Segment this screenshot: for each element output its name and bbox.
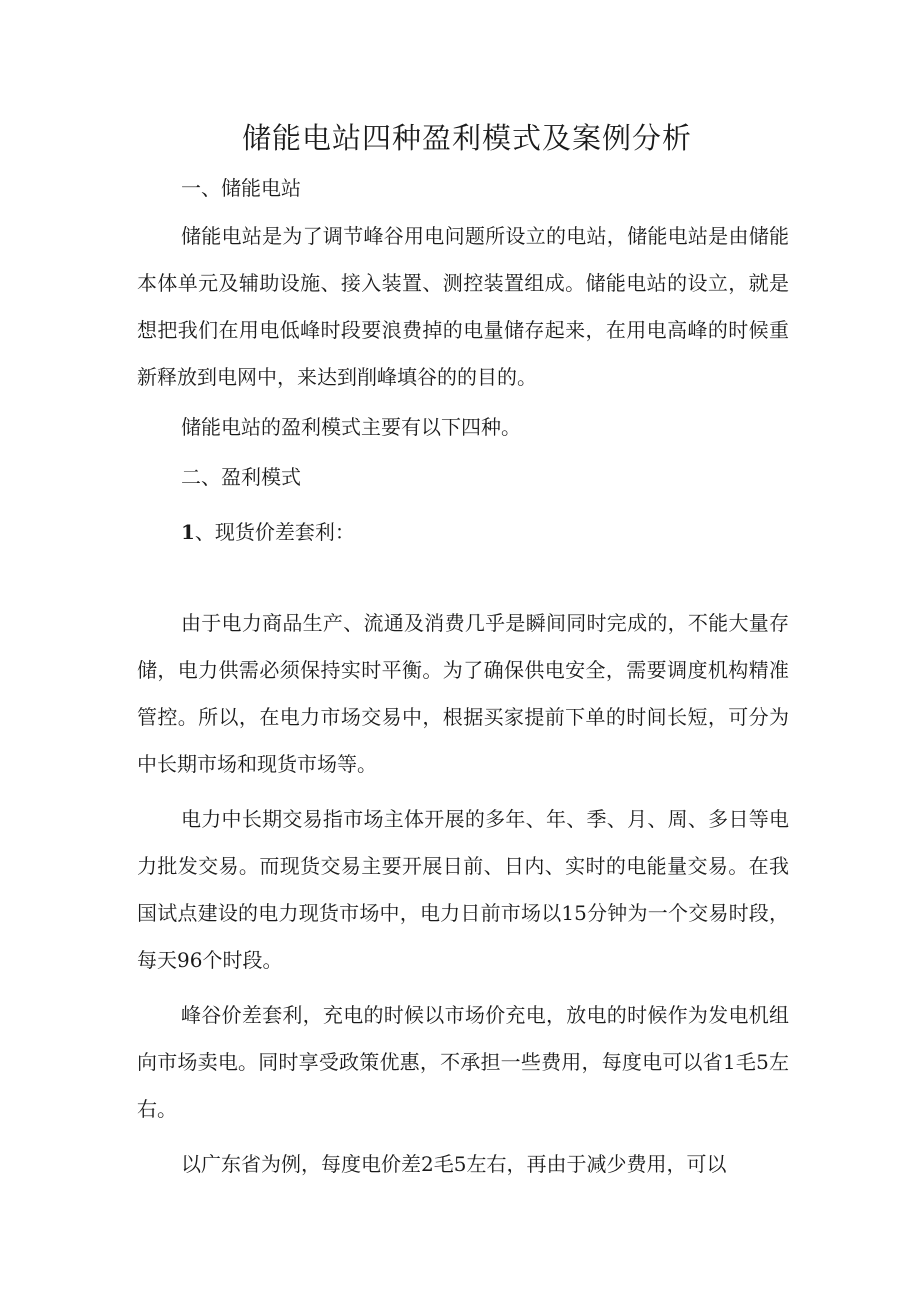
paragraph-4: 电力中长期交易指市场主体开展的多年、年、季、月、周、多日等电力批发交易。而现货交易主要开展日前、日内、实时的电能量交易。在我国试点建设的电力现货市场中，电力日前市场以15分钟为一个交易时段，每天96个时段。	[137, 807, 789, 972]
paragraph-5: 峰谷价差套利，充电的时候以市场价充电，放电的时候作为发电机组向市场卖电。同时享受政策优惠，不承担一些费用，每度电可以省1毛5左右。	[137, 1003, 789, 1121]
subsection-number: 1	[181, 520, 195, 544]
subsection-heading-1	[137, 509, 789, 556]
paragraph-6: 以广东省为例，每度电价差2毛5左右，再由于减少费用，可以	[181, 1152, 727, 1176]
section-heading-1: 一、储能电站	[181, 176, 301, 200]
subsection-title: 、现货价差套利：	[194, 520, 355, 544]
document-body	[137, 112, 789, 1188]
section-heading-2: 二、盈利模式	[181, 465, 301, 489]
paragraph-3: 由于电力商品生产、流通及消费几乎是瞬间同时完成的，不能大量存储，电力供需必须保持实时平衡。为了确保供电安全，需要调度机构精准管控。所以，在电力市场交易中，根据买家提前下单的时间长短，可分为中长期市场和现货市场等。	[137, 611, 789, 776]
paragraph-1: 储能电站是为了调节峰谷用电问题所设立的电站，储能电站是由储能本体单元及辅助设施、接入装置、测控装置组成。储能电站的设立，就是想把我们在用电低峰时段要浪费掉的电量储存起来，在用电高峰的时候重新释放到电网中，来达到削峰填谷的的目的。	[137, 224, 789, 389]
document-title: 储能电站四种盈利模式及案例分析	[241, 121, 692, 155]
paragraph-2: 储能电站的盈利模式主要有以下四种。	[181, 415, 521, 439]
